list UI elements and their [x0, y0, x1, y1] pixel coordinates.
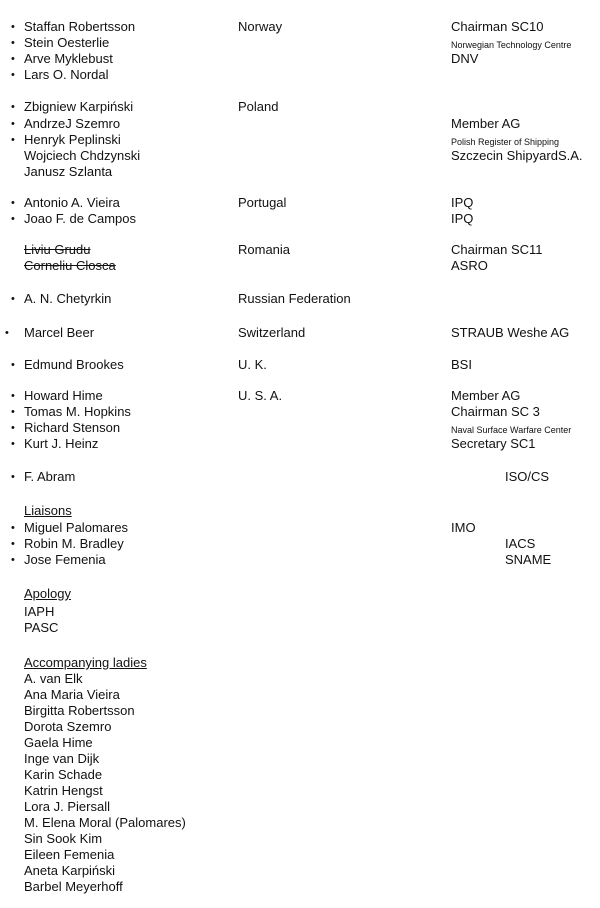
lady-name: Gaela Hime — [24, 735, 93, 750]
country-label: Russian Federation — [238, 291, 351, 306]
country-label: U. S. A. — [238, 388, 283, 403]
liaison-name: • Miguel Palomares — [11, 520, 129, 535]
attendee-name: • Tomas M. Hopkins — [11, 404, 131, 419]
attendee-name: • Henryk Peplinski — [11, 132, 121, 147]
bullet-mark: • — [11, 213, 15, 225]
attendee-name: • Lars O. Nordal — [11, 67, 109, 82]
liaison-org: IACS — [505, 536, 536, 551]
attendee-org: STRAUB Weshe AG — [451, 325, 570, 340]
attendee-org: Chairman SC10 — [451, 19, 544, 34]
attendee-org: BSI — [451, 357, 472, 372]
liaison-name: • Robin M. Bradley — [11, 536, 124, 551]
attendee-name: • A. N. Chetyrkin — [11, 291, 112, 306]
attendee-name: • Kurt J. Heinz — [11, 436, 99, 451]
attendee-org: ISO/CS — [505, 469, 550, 484]
lady-name: Karin Schade — [24, 767, 103, 782]
lady-name: Ana Maria Vieira — [24, 687, 120, 702]
bullet-mark: • — [5, 327, 9, 339]
attendee-org: IPQ — [451, 211, 474, 226]
country-label: Portugal — [238, 195, 287, 210]
bullet-mark: • — [11, 471, 15, 483]
lady-name: Barbel Meyerhoff — [24, 879, 123, 894]
attendee-name: • Stein Oesterlie — [11, 35, 110, 50]
ladies-heading: Accompanying ladies — [24, 655, 147, 670]
liaison-org: SNAME — [505, 552, 552, 567]
attendee-name: • Richard Stenson — [11, 420, 121, 435]
attendee-org: Norwegian Technology Centre — [451, 40, 572, 50]
bullet-mark: • — [11, 438, 15, 450]
bullet-mark: • — [11, 359, 15, 371]
attendee-name: • F. Abram — [11, 469, 76, 484]
country-label: Switzerland — [238, 325, 306, 340]
apology-item: IAPH — [24, 604, 55, 619]
bullet-mark: • — [11, 118, 15, 130]
bullet-mark: • — [11, 406, 15, 418]
bullet-mark: • — [11, 293, 15, 305]
lady-name: Dorota Szemro — [24, 719, 112, 734]
lady-name: Lora J. Piersall — [24, 799, 110, 814]
bullet-mark: • — [11, 21, 15, 33]
attendee-name: • Joao F. de Campos — [11, 211, 137, 226]
lady-name: Aneta Karpiński — [24, 863, 116, 878]
liaison-org: IMO — [451, 520, 476, 535]
attendee-name: • AndrzeJ Szemro — [11, 116, 121, 131]
attendee-name: Corneliu Closca — [24, 258, 116, 273]
bullet-mark: • — [11, 422, 15, 434]
bullet-mark: • — [11, 101, 15, 113]
attendee-org: Chairman SC11 — [451, 242, 543, 257]
attendee-org: Chairman SC 3 — [451, 404, 540, 419]
attendee-org: Member AG — [451, 116, 521, 131]
bullet-mark: • — [11, 53, 15, 65]
lady-name: Inge van Dijk — [24, 751, 100, 766]
apology-heading: Apology — [24, 586, 71, 601]
bullet-mark: • — [11, 134, 15, 146]
attendee-org: Member AG — [451, 388, 521, 403]
attendee-org: Naval Surface Warfare Center — [451, 425, 572, 435]
country-label: Romania — [238, 242, 291, 257]
country-label: Poland — [238, 99, 279, 114]
apology-item: PASC — [24, 620, 59, 635]
lady-name: Sin Sook Kim — [24, 831, 103, 846]
bullet-mark: • — [11, 538, 15, 550]
attendee-name: • Marcel Beer — [5, 325, 95, 340]
lady-name: A. van Elk — [24, 671, 83, 686]
attendee-name: Janusz Szlanta — [24, 164, 113, 179]
country-label: Norway — [238, 19, 283, 34]
attendee-org: Secretary SC1 — [451, 436, 536, 451]
attendee-org: DNV — [451, 51, 479, 66]
attendee-name: • Arve Myklebust — [11, 51, 113, 66]
lady-name: Eileen Femenia — [24, 847, 115, 862]
bullet-mark: • — [11, 390, 15, 402]
attendee-org: ASRO — [451, 258, 488, 273]
attendee-name: • Edmund Brookes — [11, 357, 124, 372]
bullet-mark: • — [11, 197, 15, 209]
attendee-name: • Howard Hime — [11, 388, 103, 403]
liaisons-heading: Liaisons — [24, 503, 72, 518]
bullet-mark: • — [11, 554, 15, 566]
liaison-name: • Jose Femenia — [11, 552, 106, 567]
attendee-name: • Staffan Robertsson — [11, 19, 136, 34]
attendee-name: • Antonio A. Vieira — [11, 195, 120, 210]
lady-name: Katrin Hengst — [24, 783, 103, 798]
bullet-mark: • — [11, 69, 15, 81]
attendee-org: IPQ — [451, 195, 474, 210]
lady-name: M. Elena Moral (Palomares) — [24, 815, 186, 830]
lady-name: Birgitta Robertsson — [24, 703, 135, 718]
attendee-org: Szczecin ShipyardS.A. — [451, 148, 583, 163]
bullet-mark: • — [11, 522, 15, 534]
attendee-name: Liviu Grudu — [24, 242, 91, 257]
attendee-name: Wojciech Chdzynski — [24, 148, 141, 163]
bullet-mark: • — [11, 37, 15, 49]
attendee-name: • Zbigniew Karpiński — [11, 99, 134, 114]
attendee-org: Polish Register of Shipping — [451, 137, 560, 147]
country-label: U. K. — [238, 357, 267, 372]
